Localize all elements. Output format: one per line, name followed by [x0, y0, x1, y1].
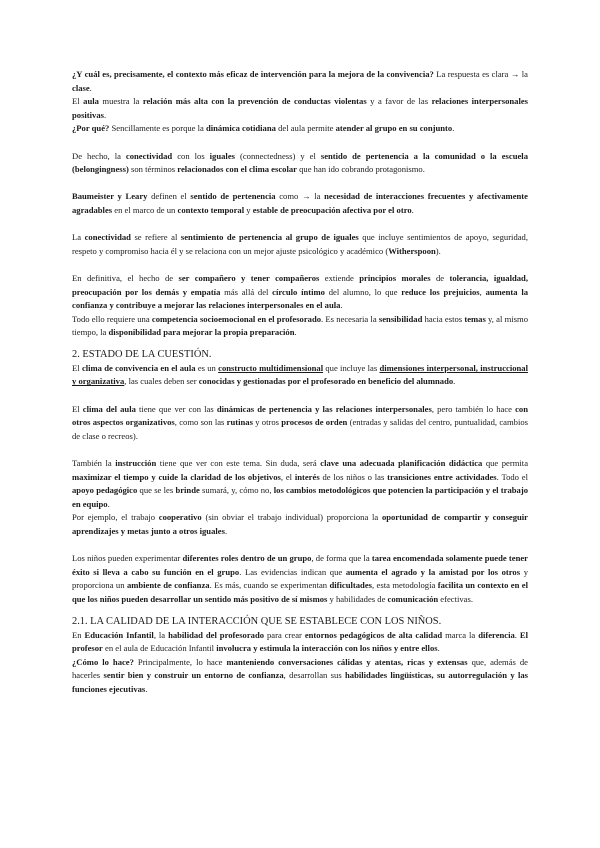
paragraph-conectividad-hecho — [72, 150, 528, 177]
bold-text: habilidades lingüísticas, su autorregulación y las funciones ejecutivas — [72, 670, 528, 694]
text: , desarrollan sus — [283, 670, 346, 681]
text: y otros — [252, 417, 282, 428]
paragraph-competencia — [72, 313, 528, 340]
text: en el marco de un — [112, 204, 178, 215]
bold-text: ¿Cómo lo hace? — [72, 656, 134, 667]
text: con los — [172, 150, 210, 161]
text: . — [294, 327, 297, 338]
bold-text: clave una adecuada planificación didáctica — [320, 458, 483, 469]
bold-text: competencia socioemocional en el profesorado — [151, 313, 322, 324]
bold-text: conectividad — [84, 232, 131, 243]
bold-text: conectividad — [125, 150, 173, 161]
text: . Es necesaria la — [321, 313, 379, 324]
bold-text: diferentes roles dentro de un grupo — [182, 553, 312, 564]
text: que, además de hacerles — [72, 656, 528, 681]
bold-text: con otros aspectos organizativos — [72, 403, 528, 428]
paragraph-context-question — [72, 68, 528, 95]
text: En — [72, 629, 85, 640]
text: La respuesta es clara → la — [433, 69, 528, 79]
bold-text: tolerancia, igualdad, preocupación por los demás y empatía — [72, 272, 528, 297]
bold-text: diferencia — [478, 629, 515, 640]
text: más allá del — [220, 286, 273, 297]
bold-text: comunicación — [387, 593, 439, 604]
text: , las cuales deben ser — [124, 376, 199, 387]
bold-text: instrucción — [115, 458, 157, 469]
text: Por ejemplo, el trabajo — [72, 512, 159, 523]
bold-text: El profesor — [72, 629, 529, 654]
bold-text: dinámicas de pertenencia y las relaciones interpersonales — [216, 403, 432, 414]
text: En definitiva, el hecho de — [72, 272, 179, 283]
bold-text: los cambios metodológicos que potencien la participación y el trabajo en equipo — [72, 485, 528, 509]
paragraph-como-lo-hace — [72, 656, 528, 697]
bold-text: reduce los prejuicios — [401, 286, 480, 297]
text: de — [430, 272, 450, 283]
bold-text: ¿Y cuál es, precisamente, el contexto más eficaz de intervención para la mejora de la convivencia? — [72, 69, 434, 79]
text: sumará, y, cómo no, — [199, 485, 274, 496]
text: De hecho, la — [72, 150, 126, 161]
text: . — [452, 123, 455, 134]
paragraph-por-que — [72, 122, 528, 136]
bold-text: relacionados con el clima escolar — [177, 164, 297, 175]
bold-text: clase — [72, 82, 90, 93]
bold-text: dificultades — [329, 580, 372, 591]
text: , pero también lo hace — [431, 403, 516, 414]
paragraph-clima-aula — [72, 403, 528, 444]
bold-text: relaciones interpersonales positivas — [72, 96, 528, 120]
bold-text: clima de convivencia en el aula — [81, 362, 196, 373]
bold-text: Educación Infantil — [84, 629, 154, 640]
text: , la — [153, 629, 169, 640]
text: . — [437, 643, 440, 654]
bold-text: aumenta el agrado y la amistad por los otros — [345, 566, 521, 577]
bold-text: conocidas y gestionadas por el profesorado en beneficio del alumnado — [198, 376, 454, 387]
text: que permita — [482, 458, 529, 469]
bold-text: tarea encomendada solamente puede tener éxito si lleva a cabo su función en el grupo — [72, 553, 528, 577]
text: tiene que ver con este tema. Sin duda, será — [156, 458, 321, 469]
bold-text: sentido de pertenencia — [190, 191, 276, 202]
text: del aula permite — [275, 123, 336, 134]
text: muestra la — [98, 96, 143, 107]
bold-text: temas — [464, 313, 486, 324]
text: se refiere al — [130, 232, 181, 243]
text: . — [104, 109, 107, 120]
paragraph-baumeister — [72, 190, 528, 217]
text: , como son las — [174, 417, 227, 428]
text: (connectedness) y el — [234, 150, 321, 161]
text: efectivas. — [438, 593, 473, 604]
paragraph-roles — [72, 552, 528, 606]
bold-text: principios morales — [359, 272, 431, 283]
paragraph-educacion-infantil — [72, 629, 528, 656]
text: , esta metodología — [372, 580, 438, 591]
bold-text: dinámica cotidiana — [205, 123, 276, 134]
paragraph-en-definitiva — [72, 272, 528, 313]
text: del alumno, lo que — [324, 286, 402, 297]
bold-text: disponibilidad para mejorar la propia preparación — [108, 327, 295, 338]
text: , de forma que la — [311, 553, 372, 564]
bold-text: iguales — [209, 150, 235, 161]
text: ). — [435, 245, 441, 256]
bold-text: involucra y estimula la interacción con los niños y entre ellos — [216, 643, 438, 654]
bold-underlined-text: dimensiones interpersonal, instruccional y organizativa — [72, 362, 528, 387]
text: Sencillamente es porque la — [109, 123, 206, 134]
section-heading: 2. ESTADO DE LA CUESTIÓN. — [72, 348, 212, 360]
bold-text: contexto temporal — [177, 204, 245, 215]
text: y — [244, 204, 253, 215]
text: en el aula de Educación Infantil — [102, 643, 217, 654]
text: extiende — [319, 272, 360, 283]
text: hacia estos — [422, 313, 465, 324]
text: . — [514, 629, 520, 640]
text: . — [224, 526, 228, 536]
text: Principalmente, lo hace — [133, 656, 227, 667]
bold-text: sentimiento de pertenencia al grupo de iguales — [180, 232, 359, 243]
text: . Es más, cuando se experimentan — [209, 580, 330, 591]
text: , el — [280, 471, 295, 482]
bold-text: estable de preocupación afectiva por el otro — [252, 204, 412, 215]
bold-text: manteniendo conversaciones cálidas y atentas, ricas y extensas — [226, 656, 468, 667]
text: que se les — [137, 485, 176, 496]
text: (sin obviar el trabajo individual) proporciona la — [201, 512, 382, 523]
bold-text: relación más alta con la prevención de conductas violentas — [142, 96, 367, 107]
bold-text: necesidad de interacciones frecuentes y afectivamente agradables — [72, 191, 528, 215]
paragraph-cooperativo — [72, 511, 528, 538]
text: . Las evidencias indican que — [239, 566, 346, 577]
text: para crear — [264, 629, 305, 640]
text: . — [340, 300, 343, 311]
text: marca la — [442, 629, 479, 640]
bold-text: Baumeister y Leary — [72, 191, 148, 202]
bold-text: entornos pedagógicos de alta calidad — [304, 629, 443, 640]
subsection-heading: 2.1. LA CALIDAD DE LA INTERACCIÓN QUE SE ESTABLECE CON LOS NIÑOS. — [72, 615, 442, 627]
bold-text: cooperativo — [158, 512, 202, 523]
bold-text: sentir bien y construir un entorno de confianza — [103, 670, 284, 681]
text: . — [453, 376, 456, 387]
bold-underlined-text: constructo multidimensional — [218, 362, 324, 373]
bold-text: maximizar el tiempo y cuide la claridad de los objetivos — [72, 471, 281, 482]
text: . — [89, 82, 92, 93]
text: Los niños pueden experimentar — [72, 553, 183, 564]
paragraph-clima-convivencia — [72, 362, 528, 389]
bold-text: ¿Por qué? — [72, 123, 110, 134]
bold-text: interés — [294, 471, 320, 482]
bold-text: Witherspoon — [388, 245, 436, 256]
text: . — [411, 204, 414, 215]
text: tiene que ver con las — [135, 403, 217, 414]
bold-text: oportunidad de compartir y conseguir aprendizajes y metas junto a otros iguales — [72, 512, 529, 536]
paragraph-instruccion — [72, 457, 528, 511]
text: El — [72, 403, 83, 414]
text: que han ido cobrando protagonismo. — [296, 164, 425, 175]
text: . — [107, 498, 110, 509]
bold-text: transiciones entre actividades — [387, 471, 497, 482]
text: El — [72, 96, 84, 107]
text: es un — [195, 362, 219, 373]
bold-text: atender al grupo en su conjunto — [335, 123, 453, 134]
text: , — [479, 286, 486, 297]
bold-text: ser compañero y tener compañeros — [178, 272, 320, 283]
paragraph-aula — [72, 95, 528, 122]
text: (entradas y salidas del centro, puntualidad, cambios de clase o recreos). — [72, 417, 528, 441]
text: El — [72, 362, 82, 373]
bold-text: aula — [83, 96, 99, 107]
text: y, al mismo tiempo, la — [72, 313, 528, 338]
bold-text: brinde — [175, 485, 200, 496]
bold-text: sensibilidad — [378, 313, 423, 324]
text: y proporciona un — [72, 566, 528, 591]
bold-text: procesos de orden — [281, 417, 348, 428]
text: También la — [72, 458, 116, 469]
bold-text: facilita un contexto en el que los niños pueden desarrollar un sentido más positivo de sí mismos — [72, 580, 529, 604]
text: definen el — [147, 191, 191, 202]
text: como → la — [275, 191, 325, 202]
text: La — [72, 232, 85, 243]
bold-text: rutinas — [226, 417, 253, 428]
text: que incluye sentimientos de apoyo, seguridad, respeto y compromiso hacia él y se relaciona con un mejor ajuste psicológico y académico ( — [72, 232, 529, 256]
text: de los niños o las — [319, 471, 388, 482]
text: son términos — [128, 164, 178, 175]
bold-text: habilidad del profesorado — [168, 629, 265, 640]
text: . — [145, 683, 148, 694]
bold-text: sentido de pertenencia a la comunidad o la escuela (belongingness) — [72, 150, 528, 175]
text: que incluye las — [323, 362, 380, 373]
text: Todo ello requiere una — [72, 313, 152, 324]
text: y a favor de las — [366, 96, 432, 107]
bold-text: ambiente de confianza — [126, 580, 210, 591]
bold-text: círculo íntimo — [272, 286, 325, 297]
bold-text: aumenta la confianza y contribuye a mejorar las relaciones interpersonales en el aula — [72, 286, 528, 311]
text: y habilidades de — [327, 593, 388, 604]
paragraph-conectividad-definicion — [72, 231, 528, 258]
text: . Todo el — [496, 471, 528, 482]
bold-text: clima del aula — [82, 403, 136, 414]
bold-text: apoyo pedagógico — [72, 485, 138, 496]
